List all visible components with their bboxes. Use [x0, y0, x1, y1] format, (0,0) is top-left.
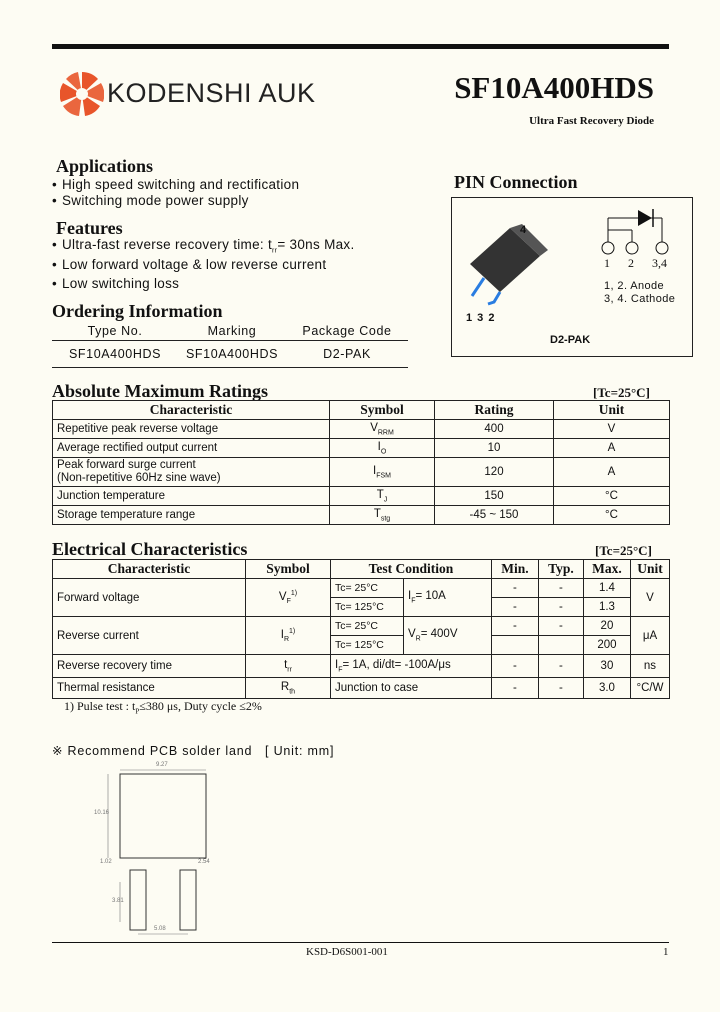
d2pak-package-icon [462, 220, 552, 310]
table-header: Unit [630, 560, 669, 579]
features-title: Features [56, 218, 123, 238]
table-header: Unit [554, 401, 670, 420]
product-subtitle: Ultra Fast Recovery Diode [529, 115, 654, 127]
condition-cell: $I_F= 1A$, di/dt= -100A/μs [331, 655, 492, 678]
table-header: Max. [583, 560, 630, 579]
pulse-test-note: 1) Pulse test : $t_P\le 380$ μs, Duty cycle ≤2% [64, 699, 262, 716]
table-row [53, 655, 670, 678]
ordering-title: Ordering Information [52, 301, 223, 321]
application-item: • High speed switching and rectification [52, 177, 300, 192]
typ-cell: - [538, 678, 583, 699]
ordering-table [52, 322, 408, 368]
table-row [53, 678, 670, 699]
header-rule [52, 44, 669, 49]
ordering-marking: SF10A400HDS [185, 347, 279, 361]
pin-title: PIN Connection [454, 172, 578, 192]
unit-cell: V [554, 420, 670, 439]
condition-cell: Tc= 25°C [331, 579, 404, 598]
rating-cell: 10 [435, 439, 554, 458]
rating-cell: 400 [435, 420, 554, 439]
min-cell [491, 636, 538, 655]
max-cell: 200 [583, 636, 630, 655]
pcb-land-icon [90, 762, 220, 942]
pcb-drawing [90, 762, 220, 942]
pin-leg-label: 1 3 2 [466, 312, 496, 324]
symbol-cell: $T_{stg}$ [330, 506, 435, 525]
feature-item: • Low forward voltage & low reverse current [52, 257, 327, 272]
elec-condition: [Tc=25°C] [595, 543, 652, 558]
table-row [53, 506, 670, 525]
pcb-dim-top: 9.27 [156, 762, 168, 768]
table-header: Characteristic [53, 401, 330, 420]
table-row [53, 579, 670, 598]
pin-number-2: 2 [628, 256, 634, 270]
pcb-dim-small2: 2.54 [198, 859, 210, 865]
diode-symbol-icon [598, 206, 670, 258]
pin-number-34: 3,4 [652, 256, 667, 270]
part-number: SF10A400HDS [454, 70, 654, 105]
min-cell: - [491, 598, 538, 617]
symbol-cell: $V_{RRM}$ [330, 420, 435, 439]
pcb-dim-small1: 1.02 [100, 859, 112, 865]
table-header: Test Condition [331, 560, 492, 579]
condition-cell: $I_F= 10A$ [404, 579, 492, 617]
symbol-cell: $V_F^{1)}$ [246, 579, 331, 617]
pcb-dim-bottom: 5.08 [154, 926, 166, 932]
characteristic-cell: Thermal resistance [53, 678, 246, 699]
condition-cell: Tc= 25°C [331, 617, 404, 636]
ordering-header: Type No. [87, 324, 143, 338]
pin-package-label: D2-PAK [550, 334, 591, 346]
min-cell: - [491, 655, 538, 678]
typ-cell: - [538, 655, 583, 678]
rating-cell: -45 ~ 150 [435, 506, 554, 525]
symbol-cell: $I_O$ [330, 439, 435, 458]
condition-cell: Junction to case [331, 678, 492, 699]
abs-max-condition: [Tc=25°C] [593, 385, 650, 400]
typ-cell: - [538, 579, 583, 598]
application-item: • Switching mode power supply [52, 193, 249, 208]
symbol-cell: $T_J$ [330, 487, 435, 506]
pcb-title: ※ Recommend PCB solder land [ Unit: mm] [52, 744, 335, 758]
unit-cell: V [630, 579, 669, 617]
abs-max-title: Absolute Maximum Ratings [52, 381, 269, 401]
table-row [53, 439, 670, 458]
applications-title: Applications [56, 156, 154, 176]
typ-cell: - [538, 617, 583, 636]
pcb-dim-left: 3.81 [112, 898, 124, 904]
brand-name: KODENSHI AUK [107, 78, 316, 108]
characteristic-cell: Peak forward surge current (Non-repetitive 60Hz sine wave) [53, 458, 330, 487]
max-cell: 1.3 [583, 598, 630, 617]
max-cell: 20 [583, 617, 630, 636]
table-row [53, 617, 670, 636]
footer-rule [52, 942, 669, 943]
doc-number: KSD-D6S001-001 [306, 946, 388, 958]
page-number: 1 [663, 946, 669, 958]
unit-cell: °C/W [630, 678, 669, 699]
condition-cell: $V_R= 400V$ [404, 617, 492, 655]
symbol-cell: $t_{rr}$ [246, 655, 331, 678]
condition-cell: Tc= 125°C [331, 636, 404, 655]
typ-cell: - [538, 598, 583, 617]
pcb-dim-side: 10.16 [94, 810, 110, 816]
characteristic-cell: Junction temperature [53, 487, 330, 506]
feature-item: • Low switching loss [52, 276, 180, 291]
max-cell: 30 [583, 655, 630, 678]
elec-title: Electrical Characteristics [52, 539, 248, 559]
typ-cell [538, 636, 583, 655]
table-header: Symbol [330, 401, 435, 420]
unit-cell: A [554, 458, 670, 487]
feature-item: • Ultra-fast reverse recovery time: $t_{rr}= 30ns$ Max. [52, 237, 355, 255]
pin-number-1: 1 [604, 256, 610, 270]
symbol-cell: $R_{th}$ [246, 678, 331, 699]
pin-box [451, 197, 693, 357]
table-header: Typ. [538, 560, 583, 579]
min-cell: - [491, 579, 538, 598]
pin-legend-anode: 1, 2. Anode [604, 280, 665, 292]
max-cell: 3.0 [583, 678, 630, 699]
ordering-package: D2-PAK [323, 347, 371, 361]
characteristic-cell: Forward voltage [53, 579, 246, 617]
symbol-cell: $I_{FSM}$ [330, 458, 435, 487]
table-header: Min. [491, 560, 538, 579]
characteristic-cell: Repetitive peak reverse voltage [53, 420, 330, 439]
abs-max-table [52, 400, 670, 525]
unit-cell: °C [554, 487, 670, 506]
table-header: Symbol [246, 560, 331, 579]
unit-cell: μA [630, 617, 669, 655]
kodenshi-logo-icon [60, 72, 104, 116]
table-row [53, 487, 670, 506]
min-cell: - [491, 617, 538, 636]
ordering-header: Marking [207, 324, 257, 338]
condition-cell: Tc= 125°C [331, 598, 404, 617]
elec-table [52, 559, 670, 699]
table-header: Rating [435, 401, 554, 420]
table-header: Characteristic [53, 560, 246, 579]
unit-cell: ns [630, 655, 669, 678]
characteristic-cell: Reverse recovery time [53, 655, 246, 678]
rating-cell: 150 [435, 487, 554, 506]
pin-legend-cathode: 3, 4. Cathode [604, 293, 676, 305]
characteristic-cell: Average rectified output current [53, 439, 330, 458]
symbol-cell: $I_R^{1)}$ [246, 617, 331, 655]
pin-tab-label: 4 [520, 224, 527, 236]
table-row [53, 420, 670, 439]
ordering-type-no: SF10A400HDS [68, 347, 162, 361]
rating-cell: 120 [435, 458, 554, 487]
unit-cell: °C [554, 506, 670, 525]
ordering-header: Package Code [302, 324, 392, 338]
max-cell: 1.4 [583, 579, 630, 598]
table-row [53, 458, 670, 487]
characteristic-cell: Storage temperature range [53, 506, 330, 525]
characteristic-cell: Reverse current [53, 617, 246, 655]
unit-cell: A [554, 439, 670, 458]
min-cell: - [491, 678, 538, 699]
